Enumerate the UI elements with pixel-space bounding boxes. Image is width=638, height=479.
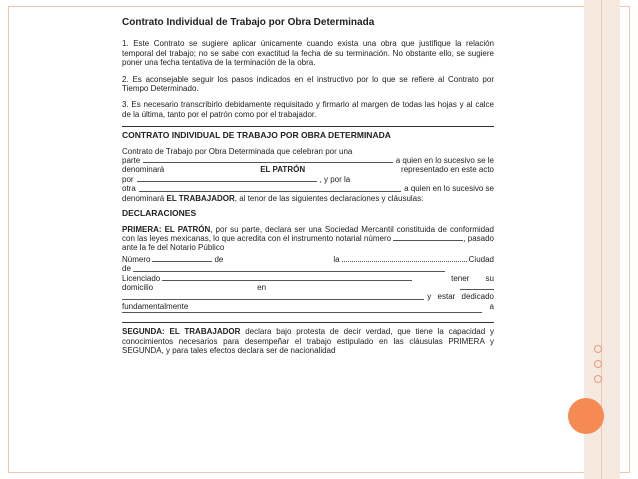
blank-line	[143, 156, 392, 163]
text-tenor: , al tenor de las siguientes declaraciones y cláusulas:	[234, 193, 424, 203]
paragraph-3: 3. Es necesario transcribirlo debidamente requisitado y firmarlo al margen de todas las hojas y al calce de la última, tanto por el patrón como por el trabajador.	[122, 100, 494, 119]
text-por: por	[122, 174, 134, 184]
divider	[122, 126, 494, 127]
document-page	[122, 18, 494, 458]
text-en: en	[257, 282, 267, 292]
decor-dot-icon	[594, 360, 602, 368]
declarations-heading: DECLARACIONES	[122, 208, 197, 219]
segunda-label: SEGUNDA: EL TRABAJADOR	[122, 327, 241, 337]
declaration-line-licenciado	[122, 274, 494, 283]
contract-heading: CONTRATO INDIVIDUAL DE TRABAJO POR OBRA DETERMINADA	[122, 130, 391, 141]
text-quien: a quien en lo sucesivo se le	[395, 156, 494, 166]
contract-intro	[122, 147, 494, 203]
paragraph-1: 1. Este Contrato se sugiere aplicar únicamente cuando exista una obra que justifique la relación temporal del trabajo; no se sabe con exactitud la fecha de su terminación. No obstante ello, se sugiere poner una fecha tentativa de la terminación de la obra.	[122, 39, 494, 68]
text-domicilio: domicilio	[122, 282, 154, 292]
declaration-line-de	[122, 264, 494, 273]
contract-line-3	[122, 165, 494, 174]
text-tener-su: tener su	[451, 273, 494, 283]
text-dedicado: y estar dedicado	[427, 292, 494, 302]
text-a: a	[489, 301, 494, 311]
blank-line	[393, 240, 463, 241]
blank-line	[460, 283, 494, 290]
declaration-segunda	[122, 327, 494, 355]
divider	[122, 322, 494, 323]
text-la: la	[333, 254, 340, 264]
text-numero: Número	[122, 254, 151, 264]
text-otra: otra	[122, 184, 136, 194]
text-fundamentalmente: fundamentalmente	[122, 301, 189, 311]
contract-line-1: Contrato de Trabajo por Obra Determinada que celebran por una	[122, 146, 353, 156]
primera-notario: , pasado ante la fe del Notario Público	[122, 233, 494, 253]
contract-line-6	[122, 194, 494, 203]
text-licenciado: Licenciado	[122, 273, 161, 283]
blank-line	[122, 292, 424, 299]
decor-dot-icon	[594, 345, 602, 353]
blank-line	[137, 175, 317, 182]
primera-text: , por su parte, declara ser una Sociedad Mercantil constituida de conformidad con las leyes mexicanas, lo que acredita con el instrumento notarial número	[122, 224, 495, 243]
spacer	[153, 283, 257, 292]
accent-circle-icon	[568, 398, 604, 434]
declaration-line-numero	[122, 255, 494, 264]
declaration-line-fundamentalmente	[122, 302, 494, 311]
blank-line	[133, 264, 445, 271]
text-ciudad: Ciudad	[468, 254, 494, 264]
contract-line-5	[122, 184, 494, 193]
text-representado: representado en este acto	[401, 165, 494, 175]
declaration-primera	[122, 225, 494, 253]
text-el-patron: EL PATRÓN	[260, 165, 306, 175]
spacer	[266, 283, 460, 292]
text-y-por-la: , y por la	[319, 174, 351, 184]
text-parte: parte	[122, 156, 141, 166]
text-denominara-2: denominará	[122, 193, 165, 203]
declaration-line-dedicado	[122, 292, 494, 301]
text-denominara: denominará	[122, 165, 165, 175]
blank-line	[162, 274, 412, 281]
spacer	[223, 255, 333, 264]
contract-line-2	[122, 156, 494, 165]
text-el-trabajador: EL TRABAJADOR	[166, 193, 235, 203]
text-de: de	[214, 254, 224, 264]
segunda-text: declara bajo protesta de decir verdad, que tiene la capacidad y conocimientos necesarios para desempeñar el trabajo estipulado en las cláusulas PRIMERA y SEGUNDA, y para tales efectos declara ser de nacionalidad	[122, 327, 494, 355]
contract-line-4	[122, 175, 494, 184]
primera-label: PRIMERA: EL PATRÓN	[122, 224, 211, 234]
blank-line	[342, 255, 467, 262]
blank-line	[139, 184, 401, 191]
document-title: Contrato Individual de Trabajo por Obra Determinada	[122, 17, 375, 28]
blank-line	[152, 255, 212, 262]
decor-dot-icon	[594, 375, 602, 383]
paragraph-2: 2. Es aconsejable seguir los pasos indicados en el instructivo por lo que se refiere al Contrato por Tiempo Determinado.	[122, 74, 494, 94]
blank-line	[122, 312, 482, 313]
declaration-line-domicilio	[122, 283, 494, 292]
text-de-2: de	[122, 264, 131, 274]
text-a-quien: a quien en lo sucesivo se	[404, 184, 494, 194]
